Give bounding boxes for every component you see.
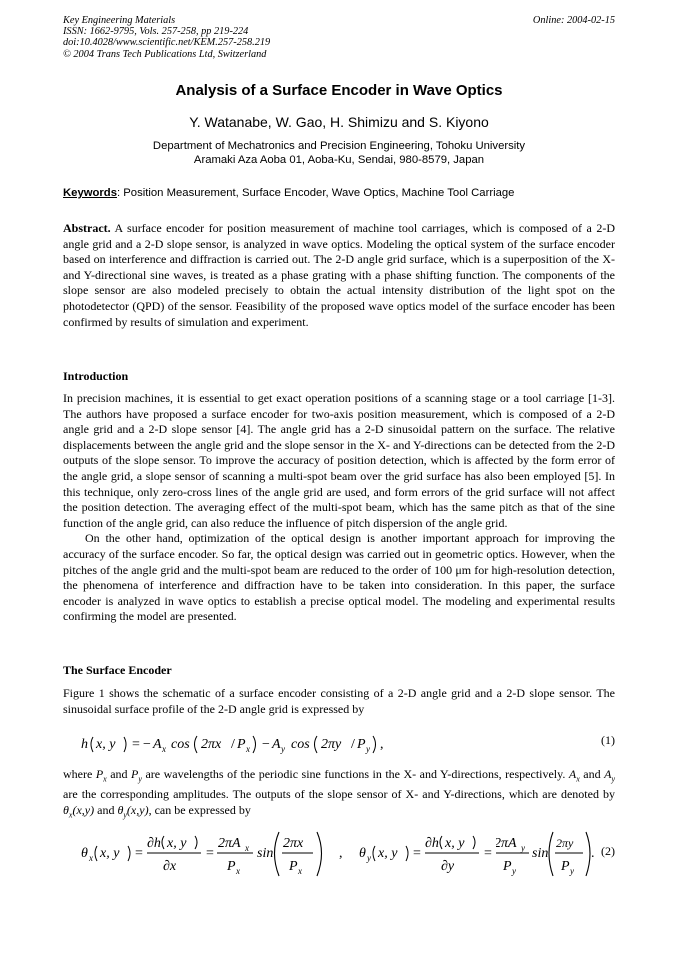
eq2-equals-3: = bbox=[413, 846, 421, 861]
eq2-equals-1: = bbox=[135, 846, 143, 861]
theta-x-symbol: θ bbox=[63, 802, 69, 817]
p2-text-f: and bbox=[94, 802, 118, 817]
abstract-text: A surface encoder for position measurement of machine tool carriages, which is composed of a 2-D angle grid and a 2-D slope sensor, is analyzed in wave optics. Modeling the optical system of the surface encoder based on interference and diffraction is carried out. The 2-D angle grid surface, which is a superposition of the X- and Y-directional sine waves, is treated as a phase grating with a phase shifting function. The components of the slope sensor are also modeled precisely to obtain the actual intensity distribution of the light spot on the photodetector (QPD) of the sensor. Feasibility of the proposed wave optics model of the surface encoder has been confirmed by results of simulation and experiment. bbox=[63, 221, 615, 329]
eq2-partial-h-2: ∂h bbox=[425, 836, 439, 851]
amp-y-sub: y bbox=[611, 774, 616, 784]
eq2-theta-x-sub: x bbox=[89, 853, 93, 863]
pitch-x-symbol: P bbox=[95, 767, 104, 781]
eq1-cos-y-paren-open bbox=[315, 736, 318, 753]
eq1-cos-y: cos bbox=[291, 737, 310, 752]
eq2-pitch-x-2: P bbox=[289, 859, 298, 874]
eq1-cos-x-paren-close bbox=[253, 736, 256, 753]
theta-x-args: (x,y) bbox=[72, 802, 95, 817]
eq2-two-pi-ax: 2πA bbox=[218, 836, 241, 851]
eq2-args-1: x, y bbox=[100, 846, 120, 861]
theta-y-sub: y bbox=[123, 809, 127, 819]
keywords bbox=[63, 187, 615, 199]
eq2-two-pi-y: 2πy bbox=[556, 836, 574, 850]
introduction-body bbox=[63, 391, 615, 625]
p2-text-a: where bbox=[63, 767, 96, 781]
eq2-dh-paren-open-2 bbox=[440, 836, 442, 849]
eq1-slash-x: / bbox=[231, 737, 235, 752]
eq2-two-pi-ax-sub: x bbox=[245, 843, 249, 853]
eq2-pitch-y-sub: y bbox=[512, 866, 516, 876]
online-date: Online: 2004-02-15 bbox=[532, 15, 615, 26]
eq1-equals: = bbox=[132, 737, 140, 752]
amp-x-symbol: A bbox=[568, 767, 577, 781]
issn-line: ISSN: 1662-9795, Vols. 257-258, pp 219-224 bbox=[63, 26, 249, 38]
eq2-sin-2: sin bbox=[532, 846, 549, 861]
eq2-separator: , bbox=[339, 846, 343, 861]
abstract-label: Abstract. bbox=[63, 221, 111, 235]
p2-text-b: and bbox=[106, 767, 132, 781]
equation-2-rhs bbox=[496, 826, 596, 882]
abstract bbox=[63, 221, 615, 330]
paper-title: Analysis of a Surface Encoder in Wave Optics bbox=[175, 82, 503, 99]
eq1-minus-2: − bbox=[262, 737, 270, 752]
introduction-paragraph-1: In precision machines, it is essential to get exact operation positions of a scanning stage or a tool carriage [1-3]. The authors have proposed a surface encoder for two-axis position measurement, which is composed of a 2-D angle grid and a 2-D slope sensor [4]. The angle grid has a 2-D sinusoidal pattern on the surface. The relative displacements between the angle grid and the slope sensor in the X- and Y-directions can be detected from the 2-D outputs of the slope sensor. To improve the accuracy of position detection, which is affected by the form error of the angle grid, a slope sensor of scanning a multi-spot beam over the grid surface has also been employed [5]. In this technique, only zero-cross lines of the angle grid are used, and form errors of the grid surface will not affect the position detection. The averaging effect of the multi-spot beam, which has the same pitch as that of the sine function of the angle grid, can also reduce the influence of pitch dispersion of the angle grid. bbox=[63, 391, 615, 530]
eq2-pitch-x: P bbox=[227, 859, 236, 874]
pitch-x-sub: x bbox=[103, 774, 107, 784]
equation-2-rhs-svg bbox=[496, 826, 596, 882]
doi-line: doi:10.4028/www.scientific.net/KEM.257-258.219 bbox=[63, 37, 271, 49]
eq2-partial-h-1: ∂h bbox=[147, 836, 161, 851]
eq2-args-2: x, y bbox=[378, 846, 398, 861]
eq1-comma: , bbox=[380, 737, 384, 752]
eq1-amp-y: A bbox=[272, 737, 281, 752]
theta-x-sub: x bbox=[68, 809, 73, 819]
affiliation bbox=[63, 139, 615, 167]
pitch-y-sub: y bbox=[138, 774, 142, 784]
journal-header bbox=[63, 15, 615, 60]
eq1-pitch-x: P bbox=[237, 737, 246, 752]
eq1-args: x, y bbox=[96, 737, 116, 752]
amp-x-sub: x bbox=[576, 774, 580, 784]
eq2-dh-paren-open-1 bbox=[162, 836, 164, 849]
eq1-two-pi-x: 2πx bbox=[201, 737, 222, 752]
eq1-paren-close bbox=[124, 737, 126, 752]
eq2-sin-1: sin bbox=[257, 846, 274, 861]
eq1-lhs: h bbox=[81, 737, 88, 752]
eq2-dh-args-2: x, y bbox=[445, 836, 465, 851]
eq2-pitch-y-2-sub: y bbox=[570, 866, 574, 876]
eq1-minus: − bbox=[143, 737, 151, 752]
eq1-cos-x-paren-open bbox=[195, 736, 198, 753]
eq2-sin-paren-open-2 bbox=[549, 832, 553, 876]
affiliation-line-2: Aramaki Aza Aoba 01, Aoba-Ku, Sendai, 980-8579, Japan bbox=[193, 154, 485, 166]
eq1-amp-x: A bbox=[153, 737, 162, 752]
eq2-pitch-x-2-sub: x bbox=[298, 866, 302, 876]
eq1-two-pi-y: 2πy bbox=[321, 737, 342, 752]
eq2-pitch-y: P bbox=[503, 859, 512, 874]
eq2-paren-close-2 bbox=[406, 846, 408, 861]
eq1-pitch-y: P bbox=[357, 737, 366, 752]
eq1-amp-x-sub: x bbox=[162, 744, 166, 754]
copyright-line: © 2004 Trans Tech Publications Ltd, Switzerland bbox=[63, 48, 267, 60]
eq2-two-pi-ay-sub: y bbox=[521, 843, 525, 853]
p2-text-g: , can be expressed by bbox=[148, 802, 251, 817]
eq2-dh-paren-close-1 bbox=[195, 836, 197, 849]
eq1-amp-y-sub: y bbox=[281, 744, 285, 754]
equation-2-number: (2) bbox=[601, 844, 615, 858]
amp-y-symbol: A bbox=[604, 767, 612, 781]
surface-encoder-paragraph-2 bbox=[63, 767, 615, 823]
eq2-two-pi-x: 2πx bbox=[283, 836, 304, 851]
eq2-sin-paren-close-1 bbox=[317, 832, 322, 876]
eq2-sin-paren-open-1 bbox=[275, 832, 280, 876]
eq2-dh-args-1: x, y bbox=[167, 836, 187, 851]
p2-text-c: are wavelengths of the periodic sine functions in the X- and Y-directions, respectively. bbox=[141, 767, 569, 781]
theta-y-args: (x,y) bbox=[126, 802, 149, 817]
equation-1-number: (1) bbox=[601, 733, 615, 747]
eq1-pitch-x-sub: x bbox=[246, 744, 250, 754]
eq2-theta-y-sub: y bbox=[367, 853, 371, 863]
eq2-paren-open-2 bbox=[373, 846, 375, 861]
eq2-partial-y: ∂y bbox=[441, 859, 455, 874]
eq1-paren-open bbox=[91, 737, 93, 752]
eq2-period: . bbox=[591, 846, 595, 861]
journal-name: Key Engineering Materials bbox=[63, 15, 176, 26]
surface-encoder-paragraph-1: Figure 1 shows the schematic of a surface encoder consisting of a 2-D angle grid and a 2-D slope sensor. The sinusoidal surface profile of the 2-D angle grid is expressed by bbox=[63, 686, 615, 716]
keywords-label: Keywords bbox=[63, 187, 117, 199]
eq2-pitch-y-2: P bbox=[561, 859, 570, 874]
eq1-slash-y: / bbox=[351, 737, 355, 752]
affiliation-line-1: Department of Mechatronics and Precision Engineering, Tohoku University bbox=[152, 140, 526, 152]
equation-2-svg bbox=[63, 826, 533, 882]
pitch-y-symbol: P bbox=[131, 767, 139, 781]
eq2-paren-open-1 bbox=[95, 846, 97, 861]
eq2-two-pi-ay: 2πA bbox=[496, 836, 517, 851]
eq2-paren-close-1 bbox=[128, 846, 130, 861]
eq1-cos-y-paren-close bbox=[373, 736, 376, 753]
eq2-equals-2: = bbox=[206, 846, 214, 861]
p2-text-d: and bbox=[579, 767, 605, 781]
eq2-pitch-x-sub: x bbox=[236, 866, 240, 876]
equation-1 bbox=[63, 723, 615, 767]
eq2-theta-y: θ bbox=[359, 846, 366, 861]
eq2-equals-4: = bbox=[484, 846, 492, 861]
introduction-paragraph-2: On the other hand, optimization of the optical design is another important approach for improving the accuracy of the surface encoder. So far, the optical design was carried out in geometric optics. However, when the pitches of the angle grid and the multi-spot beam are reduced to the order of 100 μm for high-resolution detection, the phenomena of interference and diffraction have to be taken into consideration. In this paper, the surface encoder is analyzed in wave optics to establish a precise optical model. The modeling and experimental results confirming the model are presented. bbox=[63, 531, 615, 624]
p2-text-e: are the corresponding amplitudes. The outputs of the slope sensor of X- and Y-directions, which are denoted by bbox=[63, 786, 615, 801]
eq1-cos-x: cos bbox=[171, 737, 190, 752]
eq1-pitch-y-sub: y bbox=[366, 744, 370, 754]
eq2-theta-x: θ bbox=[81, 846, 88, 861]
eq2-sin-paren-close-2 bbox=[586, 832, 590, 876]
introduction-heading: Introduction bbox=[63, 369, 129, 383]
eq2-partial-x: ∂x bbox=[163, 859, 177, 874]
keywords-text: : Position Measurement, Surface Encoder, Wave Optics, Machine Tool Carriage bbox=[117, 187, 515, 199]
paper-authors: Y. Watanabe, W. Gao, H. Shimizu and S. Kiyono bbox=[189, 114, 489, 130]
surface-encoder-heading: The Surface Encoder bbox=[63, 663, 172, 677]
theta-y-symbol: θ bbox=[117, 802, 124, 817]
eq2-dh-paren-close-2 bbox=[473, 836, 475, 849]
equation-1-svg bbox=[63, 723, 533, 763]
